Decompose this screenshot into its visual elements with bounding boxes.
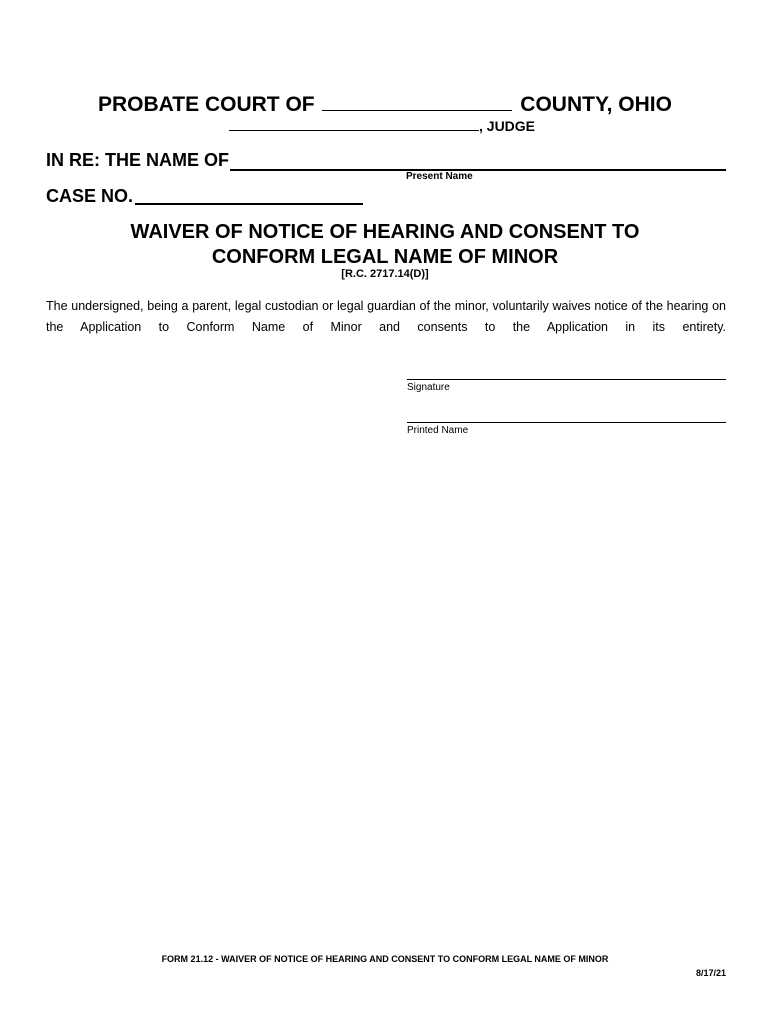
in-re-label: IN RE: THE NAME OF bbox=[46, 150, 229, 170]
case-no-field[interactable] bbox=[135, 203, 363, 205]
court-suffix: COUNTY, OHIO bbox=[520, 93, 672, 116]
form-footer: FORM 21.12 - WAIVER OF NOTICE OF HEARING AND CONSENT TO CONFORM LEGAL NAME OF MINOR bbox=[161, 954, 609, 964]
statute-reference: [R.C. 2717.14(D)] bbox=[341, 268, 429, 280]
signature-label: Signature bbox=[407, 382, 450, 393]
court-heading bbox=[0, 92, 770, 117]
printed-name-label: Printed Name bbox=[407, 425, 469, 436]
printed-name-field[interactable] bbox=[407, 422, 726, 423]
county-blank[interactable] bbox=[322, 92, 512, 111]
revision-date: 8/17/21 bbox=[695, 968, 726, 978]
case-no-label: CASE NO. bbox=[46, 186, 134, 206]
present-name-field[interactable] bbox=[230, 169, 726, 171]
judge-suffix: , JUDGE bbox=[479, 118, 536, 134]
form-title-line-1: WAIVER OF NOTICE OF HEARING AND CONSENT TO bbox=[130, 221, 640, 243]
form-title bbox=[0, 220, 770, 270]
waiver-paragraph: The undersigned, being a parent, legal custodian or legal guardian of the minor, voluntarily waives notice of the hearing on the Application to Conform Name of Minor and consents to the Application in its entirety. bbox=[46, 299, 726, 334]
form-title-line-2: CONFORM LEGAL NAME OF MINOR bbox=[211, 246, 559, 268]
present-name-label: Present Name bbox=[406, 171, 473, 182]
signature-field[interactable] bbox=[407, 379, 726, 380]
court-prefix: PROBATE COURT OF bbox=[98, 93, 315, 116]
judge-blank[interactable] bbox=[229, 118, 479, 131]
judge-line bbox=[229, 118, 535, 134]
